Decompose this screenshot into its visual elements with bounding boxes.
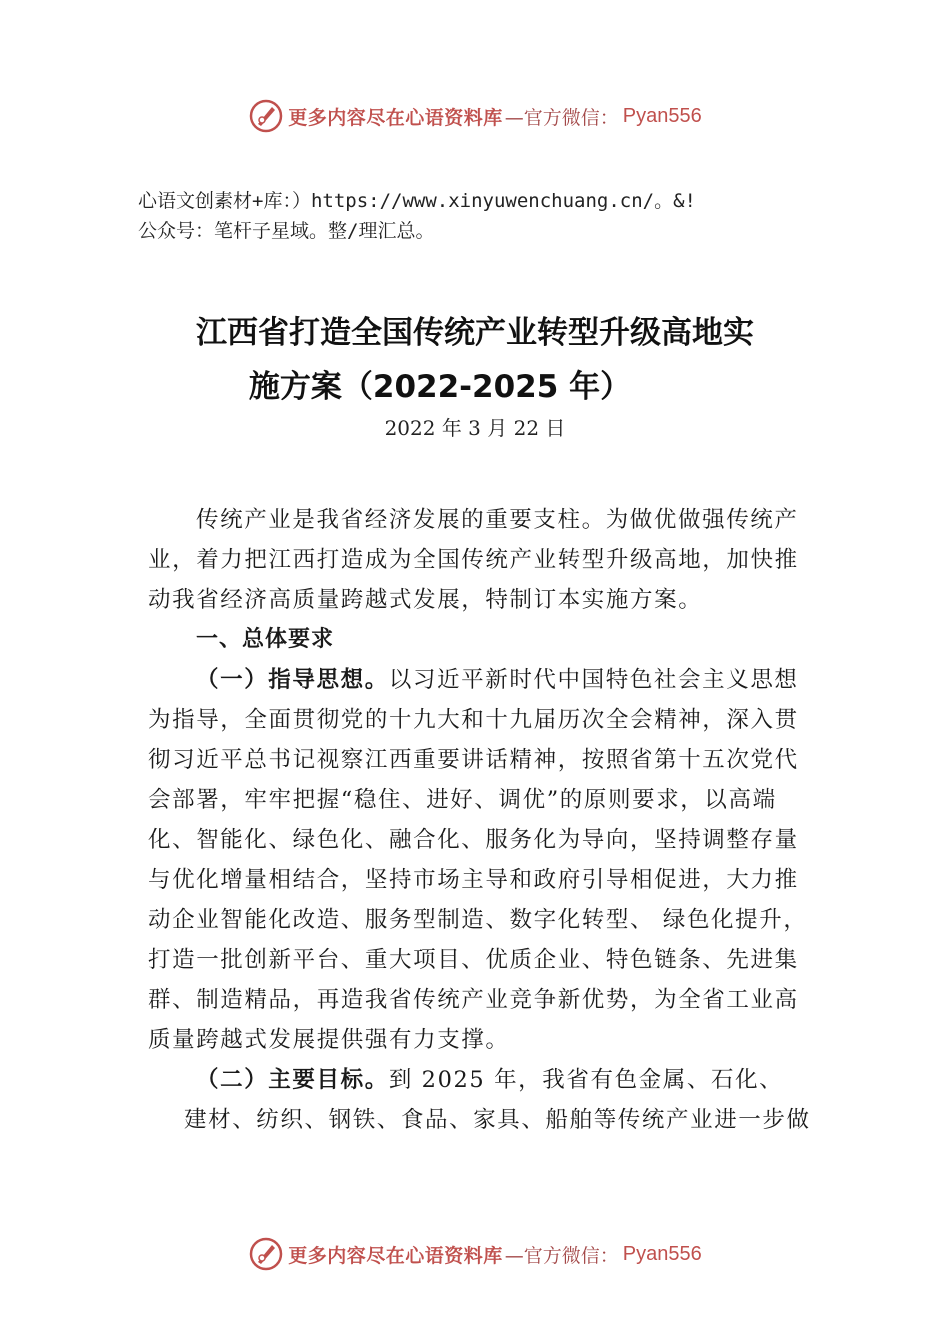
quill-seal-icon [248, 1236, 284, 1272]
document-body [148, 500, 813, 1140]
paragraph-text: 到 2025 年，我省有色金属、石化、 [388, 1067, 784, 1093]
watermark-id: Pyan556 [622, 104, 702, 127]
source-note-line1: 心语文创素材+库：）https://www.xinyuwenchuang.cn/。&! [138, 190, 696, 212]
watermark-text: 更多内容尽在心语资料库 [288, 1244, 503, 1267]
watermark-wechat-label: —官方微信： [504, 1244, 619, 1267]
main-goals-paragraph [148, 1060, 813, 1100]
guiding-ideology-paragraph [148, 660, 813, 1060]
source-note [138, 186, 828, 246]
title-line2: 施方案（2022-2025 年） [248, 369, 632, 405]
paragraph-lead: （一）指导思想。 [196, 667, 389, 693]
quill-seal-icon [248, 98, 284, 134]
watermark-footer [0, 1234, 950, 1274]
document-title [120, 306, 830, 414]
paragraph-lead: （二）主要目标。 [196, 1067, 389, 1093]
watermark-header [0, 96, 950, 136]
source-note-line2: 公众号：笔杆子星域。整/理汇总。 [138, 220, 435, 242]
intro-paragraph: 传统产业是我省经济发展的重要支柱。为做优做强传统产业，着力把江西打造成为全国传统产业转型升级高地，加快推动我省经济高质量跨越式发展，特制订本实施方案。 [148, 507, 799, 613]
watermark-id: Pyan556 [622, 1242, 702, 1265]
watermark-wechat-label: —官方微信： [504, 106, 619, 129]
document-date: 2022 年 3 月 22 日 [384, 416, 566, 440]
watermark-text: 更多内容尽在心语资料库 [288, 106, 503, 129]
title-line1: 江西省打造全国传统产业转型升级高地实 [196, 315, 754, 351]
paragraph-text: 以习近平新时代中国特色社会主义思想为指导，全面贯彻党的十九大和十九届历次全会精神，深入贯彻习近平总书记视察江西重要讲话精神，按照省第十五次党代会部署，牢牢把握“稳住、进好、调优”的原则要求，以高端化、智能化、绿色化、融合化、服务化为导向，坚持调整存量与优化增量相结合，坚持市场主导和政府引导相促进，大力推动企业智能化改造、服务型制造、数字化转型、 绿色化提升，打造一批创新平台、重大项目、优质企业、特色链条、先进集群、制造精品，再造我省传统产业竞争新优势，为全省工业高质量跨越式发展提供强有力支撑。 [148, 667, 808, 1053]
main-goals-continued: 建材、纺织、钢铁、食品、家具、船舶等传统产业进一步做 [184, 1107, 811, 1133]
section-heading: 一、总体要求 [196, 627, 335, 652]
